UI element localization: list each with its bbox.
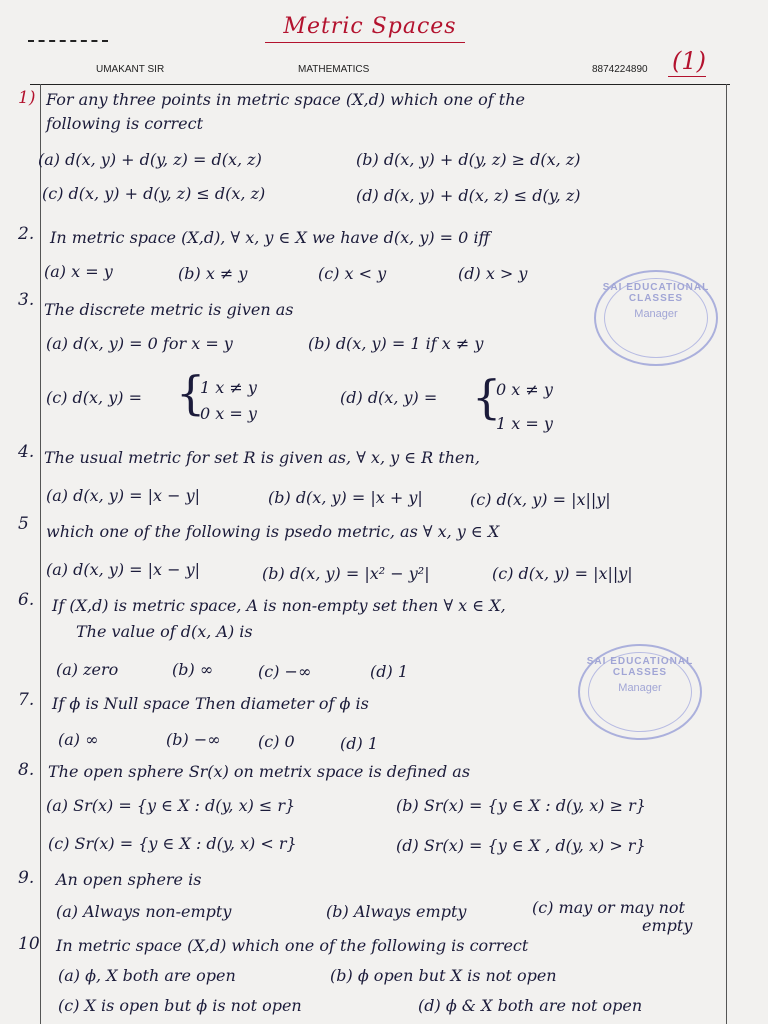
question-text: The open sphere Sr(x) on metrix space is defined as (48, 762, 471, 781)
question-text: which one of the following is psedo metric, as ∀ x, y ∈ X (46, 522, 500, 541)
option-b: (b) −∞ (166, 730, 221, 749)
stamp-seal: SAI EDUCATIONAL CLASSES Manager (578, 644, 702, 740)
question-number: 1) (18, 88, 36, 108)
option-b: (b) d(x, y) + d(y, z) ≥ d(x, z) (356, 150, 581, 169)
option-a: (a) ϕ, X both are open (58, 966, 236, 985)
question-text: If ϕ is Null space Then diameter of ϕ is (52, 694, 369, 713)
question-number: 7. (18, 690, 35, 710)
option-b: (b) ∞ (172, 660, 214, 679)
left-margin-line (40, 84, 41, 1024)
option-b: (b) d(x, y) = |x² − y²| (262, 564, 430, 583)
subject-name: MATHEMATICS (298, 64, 370, 75)
option-b: (b) d(x, y) = |x + y| (268, 488, 423, 507)
option-d: (d) d(x, y) + d(x, z) ≤ d(y, z) (356, 186, 581, 205)
option-a: (a) x = y (44, 262, 113, 281)
question-number: 8. (18, 760, 35, 780)
question-text: following is correct (46, 114, 204, 133)
question-number: 9. (18, 868, 35, 888)
option-a: (a) d(x, y) = 0 for x = y (46, 334, 233, 353)
decorative-dash (28, 40, 108, 42)
option-d-case: 0 x ≠ y (496, 380, 553, 399)
question-text: For any three points in metric space (X,d) which one of the (46, 90, 525, 109)
option-b: (b) x ≠ y (178, 264, 248, 283)
option-b: (b) ϕ open but X is not open (330, 966, 557, 985)
page-title: Metric Spaces (283, 14, 457, 39)
option-c: (c) X is open but ϕ is not open (58, 996, 302, 1015)
option-a: (a) Sr(x) = {y ∈ X : d(y, x) ≤ r} (46, 796, 296, 815)
option-a: (a) Always non-empty (56, 902, 232, 921)
option-c: (c) d(x, y) = |x||y| (470, 490, 611, 509)
option-d-case: 1 x = y (496, 414, 553, 433)
question-text: In metric space (X,d), ∀ x, y ∈ X we have d(x, y) = 0 iff (50, 228, 490, 247)
option-a: (a) d(x, y) = |x − y| (46, 486, 201, 505)
option-c: (c) Sr(x) = {y ∈ X : d(y, x) < r} (48, 834, 297, 853)
option-a: (a) d(x, y) = |x − y| (46, 560, 201, 579)
option-a: (a) d(x, y) + d(y, z) = d(x, z) (38, 150, 262, 169)
option-c: (c) d(x, y) = |x||y| (492, 564, 633, 583)
brace-symbol: { (472, 370, 502, 424)
option-c: (c) d(x, y) + d(y, z) ≤ d(x, z) (42, 184, 266, 203)
option-c-continued: empty (642, 916, 693, 935)
question-number: 3. (18, 290, 35, 310)
option-c-case: 0 x = y (200, 404, 257, 423)
option-a: (a) ∞ (58, 730, 99, 749)
brace-symbol: { (176, 366, 206, 420)
question-number: 5 (18, 514, 29, 534)
page-number: (1) (672, 47, 706, 75)
option-d: (d) 1 (340, 734, 378, 753)
question-text: In metric space (X,d) which one of the following is correct (56, 936, 529, 955)
question-text: The usual metric for set R is given as, ∀ x, y ∈ R then, (44, 448, 480, 467)
teacher-name: UMAKANT SIR (96, 64, 165, 75)
question-text: The discrete metric is given as (44, 300, 294, 319)
option-d: (d) x > y (458, 264, 528, 283)
option-d-label: (d) d(x, y) = (340, 388, 438, 407)
question-text: The value of d(x, A) is (76, 622, 253, 641)
option-d: (d) Sr(x) = {y ∈ X , d(y, x) > r} (396, 836, 646, 855)
option-c-case: 1 x ≠ y (200, 378, 257, 397)
stamp-seal: SAI EDUCATIONAL CLASSES Manager (594, 270, 718, 366)
question-number: 2. (18, 224, 35, 244)
right-margin-line (726, 84, 727, 1024)
option-a: (a) zero (56, 660, 119, 679)
option-d: (d) ϕ & X both are not open (418, 996, 643, 1015)
header-rule (30, 84, 730, 85)
page-number-underline (668, 76, 706, 77)
option-d: (d) 1 (370, 662, 408, 681)
option-c: (c) 0 (258, 732, 295, 751)
option-c-label: (c) d(x, y) = (46, 388, 142, 407)
question-text: If (X,d) is metric space, A is non-empty set then ∀ x ∈ X, (52, 596, 506, 615)
question-number: 10 (18, 934, 40, 954)
option-c: (c) x < y (318, 264, 387, 283)
title-underline (265, 42, 465, 43)
option-b: (b) Sr(x) = {y ∈ X : d(y, x) ≥ r} (396, 796, 646, 815)
phone-number: 8874224890 (592, 64, 648, 75)
option-c: (c) −∞ (258, 662, 312, 681)
question-text: An open sphere is (56, 870, 202, 889)
option-b: (b) Always empty (326, 902, 467, 921)
option-b: (b) d(x, y) = 1 if x ≠ y (308, 334, 484, 353)
option-c: (c) may or may not (532, 898, 685, 917)
question-number: 6. (18, 590, 35, 610)
question-number: 4. (18, 442, 35, 462)
